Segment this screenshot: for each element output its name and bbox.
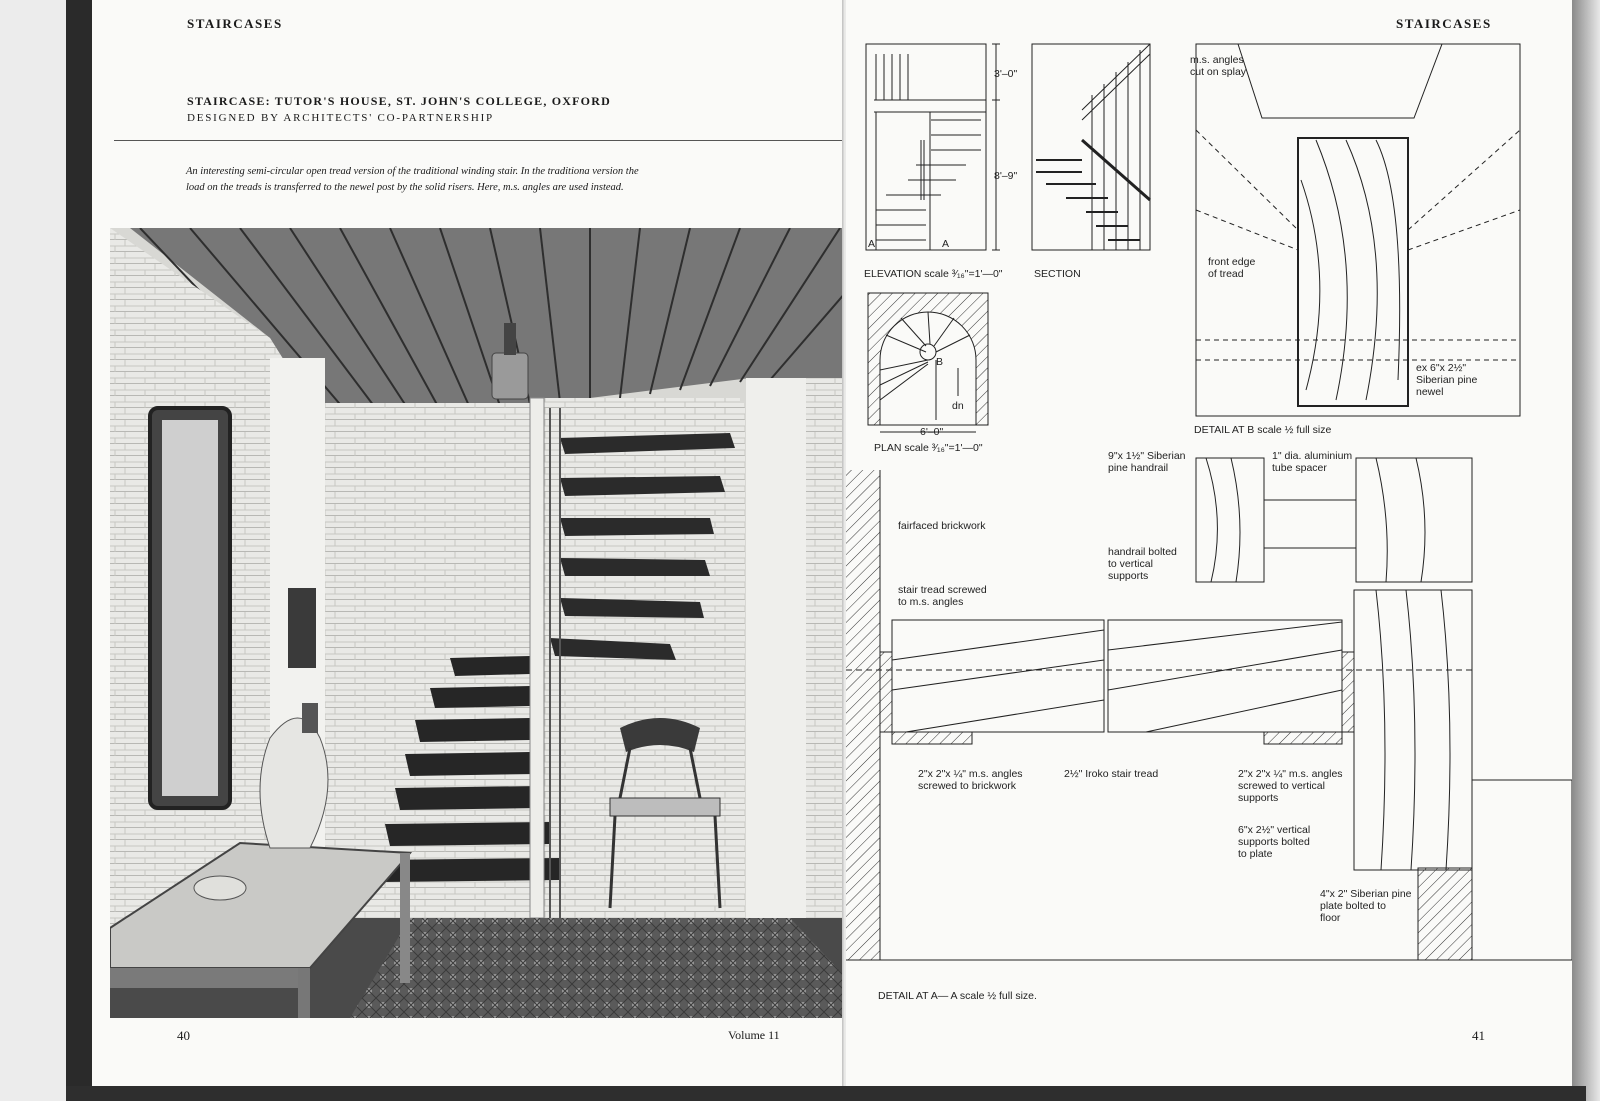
note-angles-1: m.s. angles [1190, 54, 1244, 66]
note-angles-brick-2: screwed to brickwork [918, 780, 1017, 792]
note-angles-vertical-2: screwed to vertical [1238, 780, 1325, 792]
plan-label: PLAN scale ³⁄₁₆"=1'—0" [874, 442, 983, 454]
detail-b-label: DETAIL AT B scale ½ full size [1194, 424, 1332, 436]
article-title: STAIRCASE: TUTOR'S HOUSE, ST. JOHN'S COLLEGE, OXFORD [187, 94, 611, 108]
article-subtitle: DESIGNED BY ARCHITECTS' CO-PARTNERSHIP [187, 112, 494, 124]
running-head: STAIRCASES [187, 16, 283, 31]
note-angles-brick-1: 2"x 2"x ¼" m.s. angles [918, 768, 1023, 780]
elevation-label: ELEVATION scale ³⁄₁₆"=1'—0" [864, 268, 1003, 280]
note-newel-1: ex 6"x 2½" [1416, 362, 1467, 374]
note-handrail-1: 9"x 1½" Siberian [1108, 450, 1186, 462]
section-label: SECTION [1034, 268, 1081, 280]
note-newel-2: Siberian pine [1416, 374, 1478, 386]
note-angles-vertical-1: 2"x 2"x ¼" m.s. angles [1238, 768, 1343, 780]
detail-aa-label: DETAIL AT A— A scale ½ full size. [878, 990, 1037, 1002]
plan-dim: 6'–0" [920, 426, 944, 438]
note-vertical-2: supports bolted [1238, 836, 1310, 848]
note-vertical-3: to plate [1238, 848, 1273, 860]
note-plate-1: 4"x 2" Siberian pine [1320, 888, 1412, 900]
note-bolted-2: to vertical [1108, 558, 1153, 570]
note-angles-vertical-3: supports [1238, 792, 1279, 804]
note-angles-2: cut on splay [1190, 66, 1247, 78]
left-page [92, 0, 844, 1088]
note-newel-3: newel [1416, 386, 1444, 398]
page-number-left: 40 [177, 1028, 190, 1043]
elevation-dim-main: 8'–9" [994, 170, 1018, 182]
technical-drawings [846, 0, 1572, 1088]
note-vertical-1: 6"x 2½" vertical [1238, 824, 1311, 836]
title-rule [114, 140, 844, 141]
note-iroko: 2½" Iroko stair tread [1064, 768, 1159, 780]
note-bolted-1: handrail bolted [1108, 546, 1177, 558]
note-spacer-1: 1" dia. aluminium [1272, 450, 1353, 462]
staircase-photo [110, 228, 844, 1018]
section-mark-a-right: A [942, 238, 950, 250]
right-page [846, 0, 1572, 1088]
book-edge-right [1572, 0, 1600, 1101]
page-number-right: 41 [1472, 1028, 1485, 1043]
note-plate-2: plate bolted to [1320, 900, 1386, 912]
plan-dn: dn [952, 400, 964, 412]
book-binding-bottom [66, 1086, 1586, 1101]
note-front-2: of tread [1208, 268, 1244, 280]
volume-label: Volume 11 [728, 1028, 780, 1042]
elevation-dim-top: 3'–0" [994, 68, 1018, 80]
plan-mark-b: B [936, 356, 944, 368]
running-head-right: STAIRCASES [1396, 16, 1492, 31]
note-spacer-2: tube spacer [1272, 462, 1327, 474]
note-plate-3: floor [1320, 912, 1341, 924]
note-bolted-3: supports [1108, 570, 1149, 582]
note-tread-screwed-2: to m.s. angles [898, 596, 964, 608]
note-handrail-2: pine handrail [1108, 462, 1169, 474]
caption: An interesting semi-circular open tread version of the traditional winding stair. In the traditiona version the load on the treads is transferred to the newel post by the solid risers. Here, m.s. angles are used instead. [186, 166, 639, 193]
note-brickwork: fairfaced brickwork [898, 520, 986, 532]
section-mark-a-left: A [868, 238, 876, 250]
note-tread-screwed-1: stair tread screwed [898, 584, 987, 596]
note-front-1: front edge [1208, 256, 1256, 268]
